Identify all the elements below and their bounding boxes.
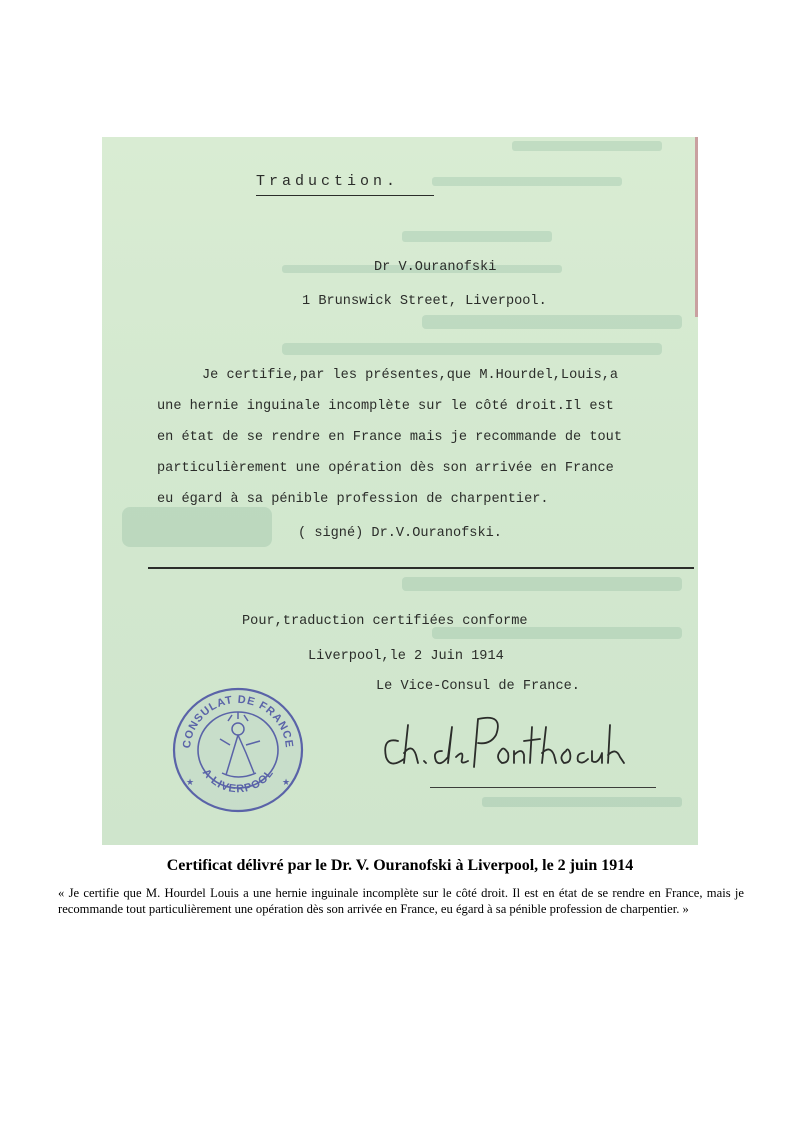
document-title: Traduction. bbox=[256, 173, 400, 190]
signature-underline bbox=[430, 787, 656, 788]
stamp-star-left: ★ bbox=[186, 777, 195, 787]
caption-text: « Je certifie que M. Hourdel Louis a une hernie inguinale incomplète sur le côté droit. Il est en état de se rendre en France, mais je recommande tout particulièrement une opération dès son arrivée en France, eu égard à sa pénible profession de charpentier. » bbox=[58, 886, 744, 916]
caption-title: Certificat délivré par le Dr. V. Ouranofski à Liverpool, le 2 juin 1914 bbox=[166, 857, 634, 874]
stamp-star-right: ★ bbox=[282, 777, 291, 787]
signed-line: ( signé) Dr.V.Ouranofski. bbox=[298, 526, 502, 541]
body-line-2: une hernie inguinale incomplète sur le côté droit.Il est bbox=[157, 399, 614, 414]
sender-name: Dr V.Ouranofski bbox=[374, 260, 497, 275]
place-date-line: Liverpool,le 2 Juin 1914 bbox=[308, 649, 504, 664]
certification-line: Pour,traduction certifiées conforme bbox=[242, 614, 528, 629]
body-line-4: particulièrement une opération dès son arrivée en France bbox=[157, 461, 614, 476]
official-title: Le Vice-Consul de France. bbox=[376, 679, 580, 694]
consulate-stamp bbox=[170, 685, 306, 815]
sender-address: 1 Brunswick Street, Liverpool. bbox=[302, 294, 547, 309]
body-line-5: eu égard à sa pénible profession de charpentier. bbox=[157, 492, 549, 507]
divider-rule bbox=[148, 567, 694, 569]
body-line-3: en état de se rendre en France mais je recommande de tout bbox=[157, 430, 622, 445]
handwritten-signature bbox=[374, 697, 634, 777]
title-underline bbox=[256, 195, 434, 196]
document-photo bbox=[102, 137, 698, 845]
stamp-text-top: CONSULAT DE FRANCE bbox=[180, 693, 296, 750]
body-line-1: Je certifie,par les présentes,que M.Hourdel,Louis,a bbox=[202, 368, 619, 383]
stamp-text-bottom: A LIVERPOOL bbox=[199, 766, 277, 796]
